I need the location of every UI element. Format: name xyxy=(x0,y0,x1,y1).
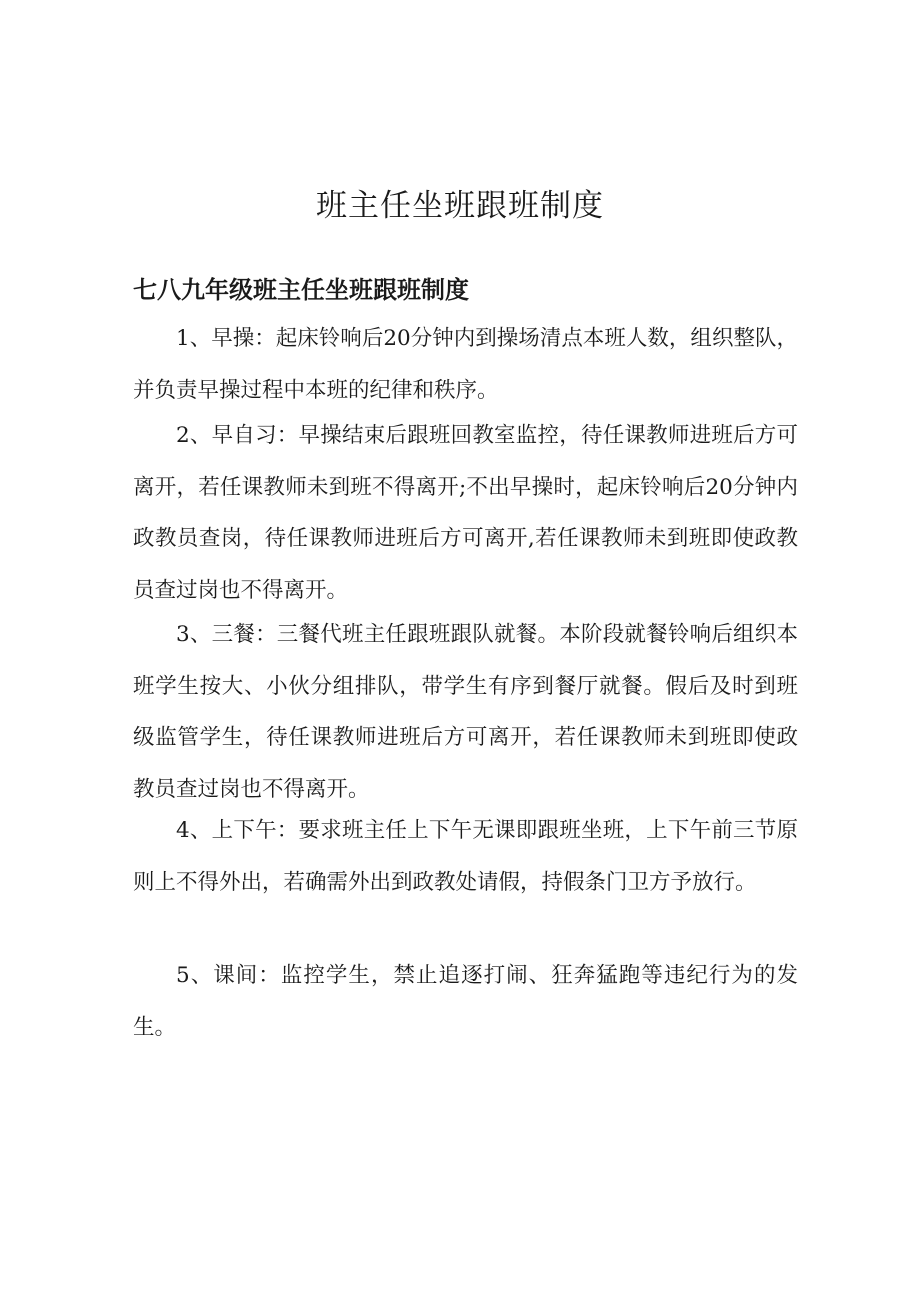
paragraph-morning-self-study: 2、早自习：早操结束后跟班回教室监控，待任课教师进班后方可离开，若任课教师未到班不得离开;不出早操时，起床铃响后20分钟内政教员查岗，待任课教师进班后方可离开,若任课教师未到班即使政教员查过岗也不得离开。 xyxy=(133,423,798,603)
paragraph-morning-afternoon: 4、上下午：要求班主任上下午无课即跟班坐班，上下午前三节原则上不得外出，若确需外出到政教处请假，持假条门卫方予放行。 xyxy=(133,818,798,895)
paragraph-class-break: 5、课间：监控学生，禁止追逐打闹、狂奔猛跑等违纪行为的发生。 xyxy=(133,963,798,1040)
paragraph-morning-exercise: 1、早操：起床铃响后20分钟内到操场清点本班人数，组织整队，并负责早操过程中本班的纪律和秩序。 xyxy=(133,326,798,403)
paragraph-three-meals: 3、三餐：三餐代班主任跟班跟队就餐。本阶段就餐铃响后组织本班学生按大、小伙分组排队，带学生有序到餐厅就餐。假后及时到班级监管学生，待任课教师进班后方可离开，若任课教师未到班即使政教员查过岗也不得离开。 xyxy=(133,622,798,802)
document-title: 班主任坐班跟班制度 xyxy=(316,187,604,224)
section-heading: 七八九年级班主任坐班跟班制度 xyxy=(133,276,469,304)
